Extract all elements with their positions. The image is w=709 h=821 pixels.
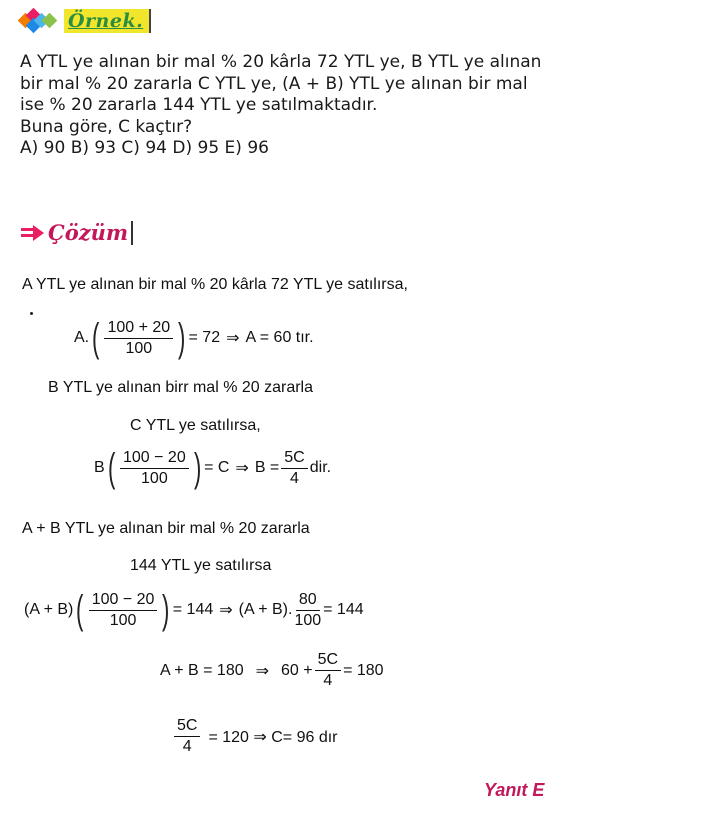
eq2-result-tail: dir. — [309, 459, 332, 476]
solution-header — [20, 218, 133, 248]
eq5-tail: = 120 ⇒ C= 96 dır — [208, 728, 338, 746]
right-paren: ) — [193, 446, 202, 490]
eq3-result-tail: = 144 — [323, 601, 364, 618]
eq2-lhs: B — [94, 459, 105, 476]
eq2-result-fraction — [281, 449, 307, 488]
eq4-result-tail: = 180 — [343, 661, 384, 679]
example-header — [18, 6, 151, 36]
solution-title: Çözüm — [48, 221, 133, 245]
eq5-denominator: 4 — [182, 738, 192, 755]
eq3-result-denominator: 100 — [294, 611, 322, 629]
eq1-rhs: = 72 — [188, 329, 221, 346]
dot-mark — [30, 312, 33, 315]
equation-5 — [172, 717, 338, 756]
eq2-result-denominator: 4 — [290, 469, 299, 487]
equation-3 — [24, 590, 364, 630]
problem-line: A YTL ye alınan bir mal % 20 kârla 72 YTL ye, B YTL ye alınan — [20, 52, 542, 72]
eq1-denominator: 100 — [125, 339, 153, 357]
eq2-denominator: 100 — [141, 469, 168, 487]
implies-symbol: ⇒ — [235, 460, 249, 477]
eq3-rhs: = 144 — [172, 601, 214, 618]
eq4-result-fraction — [315, 651, 341, 690]
left-paren: ( — [107, 446, 116, 490]
eq4-result-numerator: 5C — [315, 651, 341, 671]
left-paren: ( — [92, 316, 100, 360]
problem-line: ise % 20 zararla 144 YTL ye satılmaktadır. — [20, 95, 378, 115]
example-title-box — [64, 9, 151, 33]
eq2-numerator: 100 − 20 — [120, 449, 189, 469]
eq4-result-denominator: 4 — [323, 672, 333, 689]
answer-label: Yanıt E — [484, 780, 545, 800]
implies-symbol: ⇒ — [219, 602, 233, 619]
eq1-result: A = 60 tır. — [245, 329, 314, 346]
eq5-numerator: 5C — [174, 717, 200, 737]
eq5-fraction — [174, 717, 200, 756]
eq4-lhs: A + B = 180 — [160, 661, 244, 679]
equation-4 — [160, 651, 384, 690]
answer-choices: A) 90 B) 93 C) 94 D) 95 E) 96 — [20, 138, 269, 158]
pink-arrow-icon — [20, 223, 46, 243]
eq2-result-lhs: B = — [254, 459, 280, 476]
solution-line: B YTL ye alınan birr mal % 20 zararla — [48, 379, 314, 396]
eq1-numerator: 100 + 20 — [104, 319, 173, 339]
right-paren: ) — [178, 316, 186, 360]
eq3-denominator: 100 — [109, 611, 137, 629]
solution-line: C YTL ye satılırsa, — [130, 417, 261, 434]
solution-line: A YTL ye alınan bir mal % 20 kârla 72 YTL ye satılırsa, — [22, 276, 408, 293]
right-paren: ) — [162, 588, 170, 632]
eq3-result-numerator: 80 — [296, 591, 320, 611]
equation-2 — [94, 448, 331, 488]
implies-symbol: ⇒ — [255, 662, 270, 680]
problem-question: Buna göre, C kaçtır? — [20, 116, 193, 137]
eq1-lhs: A. — [74, 329, 90, 346]
eq2-fraction — [120, 449, 189, 488]
problem-line: bir mal % 20 zararla C YTL ye, (A + B) YTL ye alınan bir mal — [20, 73, 528, 94]
implies-symbol: ⇒ — [226, 330, 240, 347]
example-title: Örnek. — [68, 10, 144, 32]
eq2-rhs: = C — [204, 459, 230, 476]
eq2-result-numerator: 5C — [281, 449, 307, 469]
solution-line: 144 YTL ye satılırsa — [130, 557, 272, 574]
eq3-fraction — [89, 591, 158, 630]
colored-diamonds-icon — [18, 9, 62, 33]
eq3-numerator: 100 − 20 — [89, 591, 158, 611]
equation-1 — [74, 318, 314, 358]
left-paren: ( — [76, 588, 84, 632]
eq3-lhs: (A + B) — [24, 601, 74, 618]
eq3-result-lhs: (A + B). — [238, 601, 293, 618]
solution-line: A + B YTL ye alınan bir mal % 20 zararla — [22, 520, 310, 537]
eq3-result-fraction — [294, 591, 321, 630]
eq4-result-lhs: 60 + — [281, 661, 313, 679]
problem-statement — [20, 52, 705, 160]
eq1-fraction — [104, 319, 173, 358]
